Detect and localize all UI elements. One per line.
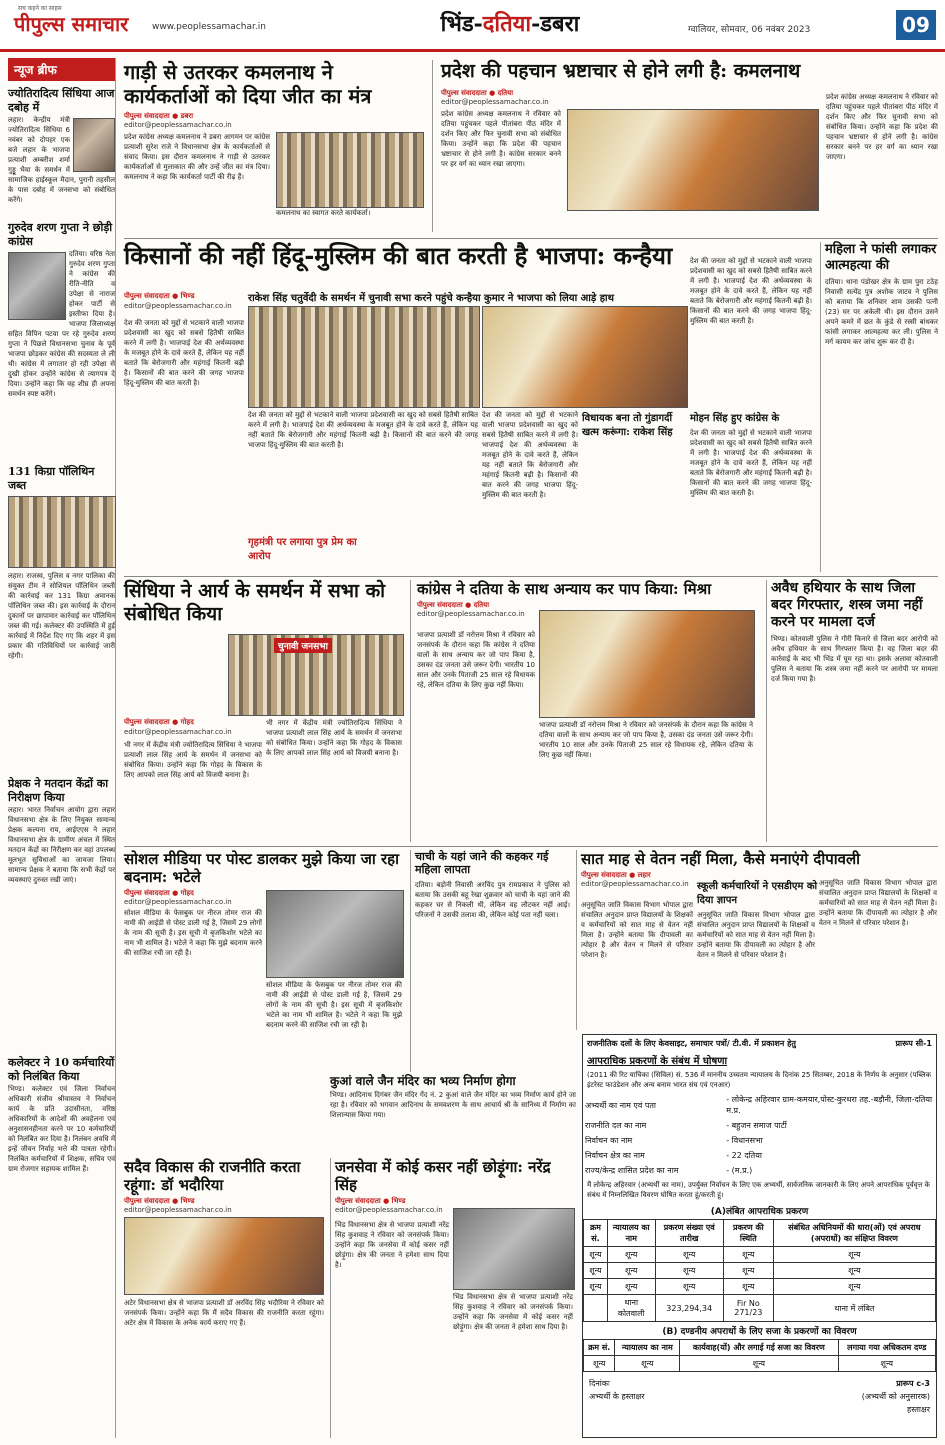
cell-nil: शून्य [584, 1263, 608, 1279]
article-11-headline: कुआं वाले जैन मंदिर का भव्य निर्माण होगा [330, 1074, 516, 1088]
article-13-text-2: भिंड विधानसभा क्षेत्र से भाजपा प्रत्याशी नरेंद्र सिंह कुशवाह ने रविवार को जनसंपर्क किया। उन्होंने कहा कि जनसेवा में कोई कसर नहीं छोड़ूंगा। क्षेत्र की जनता ने हमेशा साथ दिया है। [453, 1293, 573, 1331]
article-kanhaiya [124, 242, 814, 572]
notice-intro: (2011 की रिट याचिका (सिविल) सं. 536 में माननीय उच्चतम न्यायालय के दिनांक 25 सितम्बर, 2018 के निर्णय के अनुसार (पब्लिक इंटरेस्ट फाउंडेशन और अन्य बनाम भारत संघ एवं एनआर) [587, 1071, 931, 1089]
news-brief-tag: न्यूज ब्रीफ [8, 58, 115, 81]
brief-2-text: दतिया। वरिष्ठ नेता गुरुदेव शरण गुप्ता ने कांग्रेस की रीति-नीति व उपेक्षा से नाराज होकर पार्टी से इस्तीफा दिया है। भाजपा जिलाध्यक्ष सहित विपिन पटवा पर रहे गुरुदेव शरण गुप्ता ने पिछले विधानसभा चुनाव के पूर्व भाजपा छोड़कर कांग्रेस की सदस्यता ले ली थी। कांग्रेस में लगातार हो रही उपेक्षा से दुखी होकर उन्होंने कांग्रेस से त्यागपत्र दे दिया। उन्होंने कहा कि वह शीघ्र ही अपना समर्थन स्पष्ट करेंगे। [8, 250, 115, 398]
notice-date-label: दिनांकः [589, 1379, 610, 1388]
cell-nil: शून्य [838, 1356, 935, 1372]
cell-nil: शून्य [773, 1279, 935, 1295]
article-scindia-arya [124, 580, 404, 842]
table-header-row [584, 1340, 936, 1356]
cell-nil: शून्य [607, 1263, 655, 1279]
notice-r4-label: निर्वाचन क्षेत्र का नाम [585, 1151, 645, 1160]
article-3-byline: पीपुल्स संवाददाता ● भिण्ड [124, 292, 195, 300]
article-8-email[interactable]: editor@peoplessamachar.co.in [124, 898, 232, 906]
notice-sign-name: हस्ताक्षर [907, 1405, 930, 1414]
article-3-text-2: देश की जनता को मुद्दों से भटकाने वाली भाजपा प्रदेशवासी का खुद को सबसे हितैषी साबित करने में लगी है। भाजपाई देश की अर्थव्यवस्था के मजबूत होने के दावे करते हैं, लेकिन यह नहीं बताते कि बेरोजगारी और महंगाई कितनी बढ़ी है। किसानों की बात करने की जगह भाजपा हिंदू-मुस्लिम की बात करती है। [248, 411, 478, 449]
notice-r5-value: - (म.प्र.) [726, 1166, 753, 1175]
article-kamalnath-datia [432, 60, 822, 232]
article-12-text: अटेर विधानसभा क्षेत्र से भाजपा प्रत्याशी डॉ अरविंद सिंह भदौरिया ने रविवार को जनसंपर्क किया। उन्होंने कहा कि मैं सदैव विकास की राजनीति करता रहूंगा। अटेर क्षेत्र में विकास के अनेक कार्य कराए गए हैं। [124, 1299, 324, 1327]
article-6-byline: पीपुल्स संवाददाता ● दतिया [417, 601, 490, 609]
logo-tagline: सच कहने का साहस [18, 5, 62, 12]
article-6-email[interactable]: editor@peoplessamachar.co.in [417, 610, 525, 618]
brief-1-title: ज्योतिरादित्य सिंधिया आज दबोह में [8, 87, 115, 114]
candidate-signature-label: अभ्यर्थी के हस्ताक्षर [589, 1392, 645, 1401]
article-bhadauria [124, 1158, 324, 1438]
article-12-email[interactable]: editor@peoplessamachar.co.in [124, 1206, 232, 1214]
article-1-headline: गाड़ी से उतरकर कमलनाथ ने कार्यकर्ताओं को दिया जीत का मंत्र [124, 60, 372, 108]
article-3-subhead: राकेश सिंह चतुर्वेदी के समर्थन में चुनावी सभा करने पहुंचे कन्हैया कुमार ने भाजपा को लिया आड़े हाथ [248, 293, 614, 304]
brief-3-photo [8, 496, 116, 568]
notice-details [583, 1092, 936, 1178]
notice-r1-label: अभ्यर्थी का नाम एवं पता [585, 1100, 656, 1110]
article-3-box-2: मोहन सिंह हुए कांग्रेस के [690, 413, 780, 424]
article-bhatele [124, 850, 404, 1072]
article-jain-temple [330, 1074, 576, 1154]
th-sections: संबंधित अधिनियमों की धारा(ओं) एवं अपराध (अपराधों) का संक्षिप्त विवरण [773, 1220, 935, 1247]
pending-cases-table [583, 1219, 936, 1322]
article-8-photo [266, 890, 404, 978]
cell-pending: थाना में लंबित [773, 1295, 935, 1322]
article-2-continued: प्रदेश कांग्रेस अध्यक्ष कमलनाथ ने रविवार को दतिया पहुंचकर पहले पीतांबरा पीठ मंदिर में दर्शन किए और फिर चुनावी सभा को संबोधित किया। उन्होंने कहा कि प्रदेश की पहचान भ्रष्टाचार से होने लगी है। कांग्रेस सरकार बनने पर हर वर्ग का ध्यान रखा जाएगा। [826, 93, 938, 161]
article-salary [576, 850, 938, 1030]
article-12-headline: सदैव विकास की राजनीति करता रहूंगा: डॉ भदौरिया [124, 1158, 301, 1194]
th-court: न्यायालय का नाम [607, 1220, 655, 1247]
article-arms-arrest [766, 580, 938, 842]
article-5-text-2: भी नगर में केंद्रीय मंत्री ज्योतिरादित्य सिंधिया ने भाजपा प्रत्याशी लाल सिंह आर्य के समर्थन में जनसभा को संबोधित किया। उन्होंने कहा कि गोहद के विकास के लिए आपको लाल सिंह आर्य को विजयी बनाना है। [266, 719, 402, 757]
notice-r4-value: - 22 दतिया [726, 1151, 762, 1160]
brief-3-text: लहार। राजस्व, पुलिस व नगर पालिका की संयुक्त टीम ने सोशियल पॉलिथिन जब्ती की कार्रवाई कर 131 किग्रा अमानक पॉलिथिन जब्त की। इस कार्रवाई के दौरान दुकानों पर छापामार कार्रवाई कर पॉलिथिन जब्त की गई। कलेक्टर की उपस्थिति में हुई कार्रवाई में निर्देश दिए गए कि शहर में इस प्रकार की गतिविधियों पर कार्रवाई जारी रहेगी। [8, 572, 115, 660]
notice-r3-value: - विधानसभा [726, 1136, 763, 1145]
article-mishra [410, 580, 760, 842]
article-3-box-3: गृहमंत्री पर लगाया पुत्र प्रेम का आरोप [248, 537, 357, 562]
dateline: ग्वालियर, सोमवार, 06 नवंबर 2023 [688, 25, 811, 35]
cell-serial [584, 1295, 608, 1322]
table-row [584, 1279, 936, 1295]
th-proceedings: कार्यवाह(यों) और लगाई गई सजा का विवरण [680, 1340, 838, 1356]
article-8-headline: सोशल मीडिया पर पोस्ट डालकर मुझे किया जा रहा बदनाम: भटेले [124, 850, 400, 886]
th-serial: क्रम सं. [584, 1220, 608, 1247]
brief-5-title: कलेक्टर ने 10 कर्मचारियों को निलंबित किया [8, 1056, 115, 1083]
brief-2-photo [8, 252, 66, 320]
divider [124, 846, 938, 847]
article-1-email[interactable]: editor@peoplessamachar.co.in [124, 121, 232, 129]
article-2-headline: प्रदेश की पहचान भ्रष्टाचार से होने लगी है: कमलनाथ [441, 60, 801, 82]
article-5-text: भी नगर में केंद्रीय मंत्री ज्योतिरादित्य सिंधिया ने भाजपा प्रत्याशी लाल सिंह आर्य के समर्थन में जनसभा को संबोधित किया। उन्होंने कहा कि गोहद के विकास के लिए आपको लाल सिंह आर्य को विजयी बनाना है। [124, 741, 262, 779]
th-max-penalty: लगाया गया अधिकतम दण्ड [838, 1340, 935, 1356]
article-suicide [820, 242, 938, 572]
article-10-subhead: स्कूली कर्मचारियों ने एसडीएम को दिया ज्ञापन [697, 881, 818, 906]
article-1-photo [276, 132, 424, 208]
brief-5-text: भिण्ड। कलेक्टर एवं जिला निर्वाचन अधिकारी संजीव श्रीवास्तव ने निर्वाचन कार्य के प्रति उदासीनता, वरिष्ठ अधिकारियों के आदेशों की अवहेलना एवं अनुशासनहीनता करने पर 10 कर्मचारियों को निलंबित कर दिया है। निलंबन अवधि में इन्हें जीवन निर्वाह भत्ते की पात्रता रहेगी। निलंबित कर्मचारियों में शिक्षक, सचिव एवं ग्राम रोजगार सहायक शामिल हैं। [8, 1085, 115, 1173]
cell-sections: 323,294,34 [655, 1295, 723, 1322]
cell-nil: शून्य [680, 1356, 838, 1372]
article-4-text: दतिया। थाना पंडोखर क्षेत्र के ग्राम पुरा टठेह निवासी सत्येंद्र पुत्र अशोक जाटव ने पुलिस को बताया कि शनिवार शाम उसकी पत्नी (23) घर पर अकेली थी। इस दौरान उसने अपने कमरे में छत के कुंडे से रस्सी बांधकर फांसी लगाकर आत्महत्या कर ली। पुलिस ने मर्ग कायम कर जांच शुरू कर दी है। [825, 278, 938, 347]
notice-head-1: राजनीतिक दलों के लिए केवसाइट, समाचार पत्रों/ टी.वी. में प्रकाशन हेतु [587, 1039, 796, 1048]
article-9-headline: चाची के यहां जाने की कहकर गई महिला लापता [415, 850, 549, 877]
article-3-box-1: विधायक बना तो गुंडागर्दी खत्म करूंगा: राकेश सिंह [582, 413, 673, 438]
brief-2-title: गुरुदेव शरण गुप्ता ने छोड़ी कांग्रेस [8, 221, 113, 248]
table-row [584, 1247, 936, 1263]
article-7-headline: अवैध हथियार के साथ जिला बदर गिरफ्तार, शस्त्र जमा नहीं करने पर मामला दर्ज [771, 580, 923, 630]
brief-4-title: प्रेक्षक ने मतदान केंद्रों का निरीक्षण किया [8, 777, 109, 804]
section-title-part-1: भिंड- [440, 11, 483, 37]
article-2-photo [567, 109, 819, 211]
cell-nil: शून्य [723, 1279, 773, 1295]
article-8-text-2: सोशल मीडिया के फेसबुक पर नीरज तोमर राज की नामी की आईडी से पोस्ट डाली गई है, जिसमें 29 लोगों के नाम की सूची है। इस सूची में बृजकिशोर भटेले का नाम भी शामिल है। भटेले ने कहा कि मुझे बदनाम करने की साजिश रची जा रही है। [266, 981, 402, 1029]
section-title [380, 8, 640, 38]
th-case-no: प्रकरण संख्या एवं तारीख [655, 1220, 723, 1247]
article-3-text-5: देश की जनता को मुद्दों से भटकाने वाली भाजपा प्रदेशवासी का खुद को सबसे हितैषी साबित करने में लगी है। भाजपाई देश की अर्थव्यवस्था के मजबूत होने के दावे करते हैं, लेकिन यह नहीं बताते कि बेरोजगारी और महंगाई कितनी बढ़ी है। किसानों की बात करने की जगह भाजपा हिंदू-मुस्लिम की बात करती है। [690, 429, 812, 497]
article-8-byline: पीपुल्स संवाददाता ● गोहद [124, 889, 194, 897]
article-11-text: भिण्ड। आदिनाथ दिगंबर जैन मंदिर गेंद नं. 2 कुआं वाले जैन मंदिर का भव्य निर्माण कार्य होने जा रहा है। रविवार को भगवान आदिनाथ के समवशरण के साथ आचार्य श्री के सानिध्य में निर्माण का शिलान्यास किया गया। [330, 1091, 576, 1120]
brief-4-text: लहार। भारत निर्वाचन आयोग द्वारा लहार विधानसभा क्षेत्र के लिए नियुक्त सामान्य प्रेक्षक कल्पना राय, आईएएस ने लहार विधानसभा क्षेत्र के ग्रामीण अंचल में स्थित मतदान केंद्रों का निरीक्षण कर वहां उपलब्ध मूलभूत सुविधाओं का जायजा लिया। सामान्य प्रेक्षक ने बताया कि सभी केंद्रों पर व्यवस्थाएं दुरुस्त रखी जाएं। [8, 806, 115, 884]
table-row [584, 1263, 936, 1279]
article-1-text: प्रदेश कांग्रेस अध्यक्ष कमलनाथ ने डबरा आगमन पर कांग्रेस प्रत्याशी सुरेश राजे ने विधानसभा क्षेत्र के कार्यकर्ताओं से संवाद किया। इस दौरान कमलनाथ ने गाड़ी से उतरकर कार्यकर्ताओं से मुलाकात की और उन्हें जीत का मंत्र दिया। कमलनाथ ने कहा कि कार्यकर्ता पार्टी की रीढ़ हैं। [124, 133, 270, 181]
th-court-b: न्यायालय का नाम [615, 1340, 680, 1356]
notice-section-b: (B) दण्डनीय अपराधों के लिए सजा के प्रकरणों का विवरण [662, 1327, 857, 1337]
news-brief-column [8, 58, 116, 1438]
article-6-text-2: भाजपा प्रत्याशी डॉ नरोत्तम मिश्रा ने रविवार को जनसंपर्क के दौरान कहा कि कांग्रेस ने दतिया वालों के साथ अन्याय कर जो पाप किया है, उसका दंड जनता उसे जरूर देगी। भारतीय 10 साल और उनके पिताजी 25 साल रहे विधायक रहे, लेकिन दतिया के लिए कुछ नहीं किया। [539, 721, 753, 759]
article-13-text: भिंड विधानसभा क्षेत्र से भाजपा प्रत्याशी नरेंद्र सिंह कुशवाह ने रविवार को जनसंपर्क किया। उन्होंने कहा कि जनसेवा में कोई कसर नहीं छोड़ूंगा। क्षेत्र की जनता ने हमेशा साथ दिया है। [335, 1221, 449, 1269]
article-13-email[interactable]: editor@peoplessamachar.co.in [335, 1206, 443, 1214]
article-12-byline: पीपुल्स संवाददाता ● भिण्ड [124, 1197, 195, 1205]
cell-nil: शून्य [655, 1263, 723, 1279]
notice-r5-label: राज्य/केन्द्र शासित प्रदेश का नाम [585, 1166, 679, 1175]
page-number: 09 [896, 10, 936, 40]
article-3-email[interactable]: editor@peoplessamachar.co.in [124, 302, 232, 310]
section-title-part-3: -डबरा [531, 11, 580, 37]
article-1-caption: कमलनाथ का स्वागत करते कार्यकर्ता। [276, 209, 371, 217]
brief-3-title: 131 किग्रा पॉलिथिन जब्त [8, 465, 95, 492]
article-5-banner: चुनावी जनसभा [274, 638, 332, 653]
article-6-headline: कांग्रेस ने दतिया के साथ अन्याय कर पाप किया: मिश्रा [417, 580, 712, 598]
cell-nil: शून्य [723, 1263, 773, 1279]
notice-r1-value: - लोकेन्द्र अहिरवार ग्राम-कमयार,पोस्ट-कुरथरा तह.-बड़ौनी, जिला-दतिया म.प्र. [726, 1095, 933, 1115]
article-missing-woman [410, 850, 570, 1072]
article-4-headline: महिला ने फांसी लगाकर आत्महत्या की [825, 242, 937, 273]
cell-nil: शून्य [773, 1263, 935, 1279]
table-header-row [584, 1220, 936, 1247]
cell-fir: Fir No 271/23 [723, 1295, 773, 1322]
article-9-text: दतिया। बड़ोनी निवासी अरविंद पुत्र रामप्रकाश ने पुलिस को बताया कि उसकी बहू रेखा शुक्रवार को चाची के यहां जाने की कहकर घर से निकली थी, लेकिन वह लौटकर नहीं आई। परिजनों ने उसकी तलाश की, लेकिन कोई पता नहीं चला। [415, 881, 570, 920]
th-serial-b: क्रम सं. [584, 1340, 615, 1356]
article-6-photo [539, 610, 755, 718]
article-7-text: भिण्ड। कोतवाली पुलिस ने गौरी किनारे से जिला बदर आरोपी को अवैध हथियार के साथ गिरफ्तार किया है। वह जिला बदर की कार्रवाई के बाद भी भिंड में घूम रहा था। इसके अलावा कोतवाली पुलिस ने बताया कि शस्त्र जमा नहीं करने पर आरोपी पर मामला दर्ज किया गया है। [771, 635, 938, 684]
section-title-part-2: दतिया [482, 11, 532, 37]
article-10-text: अनुसूचित जाति विकास विभाग भोपाल द्वारा संचालित अनुदान प्राप्त विद्यालयों के शिक्षकों व कर्मचारियों को सात माह से वेतन नहीं मिला है। उन्होंने बताया कि दीपावली का त्योहार है और वेतन न मिलने से परिवार परेशान है। [581, 901, 693, 959]
article-2-email[interactable]: editor@peoplessamachar.co.in [441, 97, 549, 106]
article-3-headline: किसानों की नहीं हिंदू-मुस्लिम की बात करती है भाजपा: कन्हैया [124, 241, 673, 270]
table-row [584, 1356, 936, 1372]
cell-police-station: थाना कोतवाली [607, 1295, 655, 1322]
article-5-email[interactable]: editor@peoplessamachar.co.in [124, 728, 232, 736]
newspaper-logo: पीपुल्स समाचार [14, 12, 129, 36]
article-6-text: भाजपा प्रत्याशी डॉ नरोत्तम मिश्रा ने रविवार को जनसंपर्क के दौरान कहा कि कांग्रेस ने दतिया वालों के साथ अन्याय कर जो पाप किया है, उसका दंड जनता उसे जरूर देगी। भारतीय 10 साल और उनके पिताजी 25 साल रहे विधायक रहे, लेकिन दतिया के लिए कुछ नहीं किया। [417, 631, 535, 689]
article-13-photo [453, 1208, 575, 1290]
brief-1-photo [73, 118, 115, 172]
notice-head-2: आपराधिक प्रकरणों के संबंध में घोषणा [587, 1056, 728, 1067]
article-3-text-3: देश की जनता को मुद्दों से भटकाने वाली भाजपा प्रदेशवासी का खुद को सबसे हितैषी साबित करने में लगी है। भाजपाई देश की अर्थव्यवस्था के मजबूत होने के दावे करते हैं, लेकिन यह नहीं बताते कि बेरोजगारी और महंगाई कितनी बढ़ी है। किसानों की बात करने की जगह भाजपा हिंदू-मुस्लिम की बात करती है। [482, 411, 578, 499]
notice-form-c3: प्रारूप c-3 [896, 1379, 930, 1388]
article-10-text-2: अनुसूचित जाति विकास विभाग भोपाल द्वारा संचालित अनुदान प्राप्त विद्यालयों के शिक्षकों व कर्मचारियों को सात माह से वेतन नहीं मिला है। उन्होंने बताया कि दीपावली का त्योहार है और वेतन न मिलने से परिवार परेशान है। [697, 911, 815, 959]
cell-nil: शून्य [607, 1279, 655, 1295]
notice-r3-label: निर्वाचन का नाम [585, 1136, 633, 1145]
cell-nil: शून्य [607, 1247, 655, 1263]
article-13-byline: पीपुल्स संवाददाता ● भिण्ड [335, 1197, 406, 1205]
divider [124, 576, 938, 577]
article-10-email[interactable]: editor@peoplessamachar.co.in [581, 880, 689, 888]
article-10-text-3: अनुसूचित जाति विकास विभाग भोपाल द्वारा संचालित अनुदान प्राप्त विद्यालयों के शिक्षकों व कर्मचारियों को सात माह से वेतन नहीं मिला है। उन्होंने बताया कि दीपावली का त्योहार है और वेतन न मिलने से परिवार परेशान है। [819, 879, 937, 927]
brief-1-text: लहार। केन्द्रीय मंत्री ज्योतिरादित्य सिंधिया 6 नवंबर को दोपहर एक बजे लहार के भाजपा प्रत्याशी अम्बरीश शर्मा गुड्डू भैया के समर्थन में सामाजिक हाईस्कूल मैदान, पुरानी तहसील के पास दबोह में जनसभा को संबोधित करेंगे। [8, 116, 115, 204]
article-8-text: सोशल मीडिया के फेसबुक पर नीरज तोमर राज की नामी की आईडी से पोस्ट डाली गई है, जिसमें 29 लोगों के नाम की सूची है। इस सूची में बृजकिशोर भटेले का नाम भी शामिल है। भटेले ने कहा कि मुझे बदनाम करने की साजिश रची जा रही है। [124, 909, 262, 957]
cell-nil: शून्य [655, 1279, 723, 1295]
cell-nil: शून्य [584, 1356, 615, 1372]
article-3-photo-2 [482, 306, 688, 408]
article-3-text-4: देश की जनता को मुद्दों से भटकाने वाली भाजपा प्रदेशवासी का खुद को सबसे हितैषी साबित करने में लगी है। भाजपाई देश की अर्थव्यवस्था के मजबूत होने के दावे करते हैं, लेकिन यह नहीं बताते कि बेरोजगारी और महंगाई कितनी बढ़ी है। किसानों की बात करने की जगह भाजपा हिंदू-मुस्लिम की बात करती है। [690, 257, 812, 325]
cell-nil: शून्य [655, 1247, 723, 1263]
article-2-text: प्रदेश कांग्रेस अध्यक्ष कमलनाथ ने रविवार को दतिया पहुंचकर पहले पीतांबरा पीठ मंदिर में दर्शन किए और फिर चुनावी सभा को संबोधित किया। उन्होंने कहा कि प्रदेश की पहचान भ्रष्टाचार से होने लगी है। कांग्रेस सरकार बनने पर हर वर्ग का ध्यान रखा जाएगा। [441, 109, 561, 168]
article-1-byline: पीपुल्स संवाददाता ● डबरा [124, 112, 194, 120]
article-5-headline: सिंधिया ने आर्य के समर्थन में सभा को संबोधित किया [124, 580, 386, 625]
article-13-headline: जनसेवा में कोई कसर नहीं छोड़ूंगा: नरेंद्र सिंह [335, 1158, 551, 1194]
th-status: प्रकरण की स्थिति [723, 1220, 773, 1247]
article-3-photo [248, 306, 480, 408]
cell-nil: शून्य [584, 1247, 608, 1263]
masthead [0, 0, 945, 52]
article-10-headline: सात माह से वेतन नहीं मिला, कैसे मनाएंगे दीपावली [581, 850, 861, 868]
criminal-record-notice [582, 1034, 937, 1438]
article-3-text: देश की जनता को मुद्दों से भटकाने वाली भाजपा प्रदेशवासी का खुद को सबसे हितैषी साबित करने में लगी है। भाजपाई देश की अर्थव्यवस्था के मजबूत होने के दावे करते हैं, लेकिन यह नहीं बताते कि बेरोजगारी और महंगाई कितनी बढ़ी है। किसानों की बात करने की जगह भाजपा हिंदू-मुस्लिम की बात करती है। [124, 319, 244, 387]
table-row [584, 1295, 936, 1322]
cell-nil: शून्य [615, 1356, 680, 1372]
notice-section-a: (A)लंबित आपराधिक प्रकरण [710, 1207, 809, 1217]
article-5-byline: पीपुल्स संवाददाता ● गोहद [124, 718, 194, 726]
notice-form-label: प्रारूप सी-1 [895, 1039, 932, 1048]
cell-nil: शून्य [773, 1247, 935, 1263]
cell-nil: शून्य [584, 1279, 608, 1295]
notice-r2-value: - बहुजन समाज पार्टी [726, 1121, 787, 1130]
article-12-photo [124, 1217, 324, 1295]
notice-r2-label: राजनीति दल का नाम [585, 1121, 647, 1130]
divider [124, 238, 938, 239]
article-kamalnath-dabra [124, 60, 424, 232]
article-narendra-singh [330, 1158, 576, 1438]
article-2-byline: पीपुल्स संवाददाता ● दतिया [441, 88, 514, 97]
notice-sign-note: (अभ्यर्थी को अनुसारक) [861, 1392, 930, 1401]
cell-nil: शून्य [723, 1247, 773, 1263]
website-url[interactable]: www.peoplessamachar.in [152, 22, 266, 32]
conviction-table [583, 1339, 936, 1372]
notice-declaration: मैं लोकेन्द्र अहिरवार (अभ्यर्थी का नाम), उपर्युक्त निर्वाचन के लिए एक अभ्यर्थी, सार्वजनिक जानकारी के लिए अपने आपराधिक पूर्ववृत्त के संबंध में निम्नलिखित विवरण घोषित करता हूं/करती हूं। [587, 1181, 930, 1199]
article-10-byline: पीपुल्स संवाददाता ● लहार [581, 871, 651, 879]
